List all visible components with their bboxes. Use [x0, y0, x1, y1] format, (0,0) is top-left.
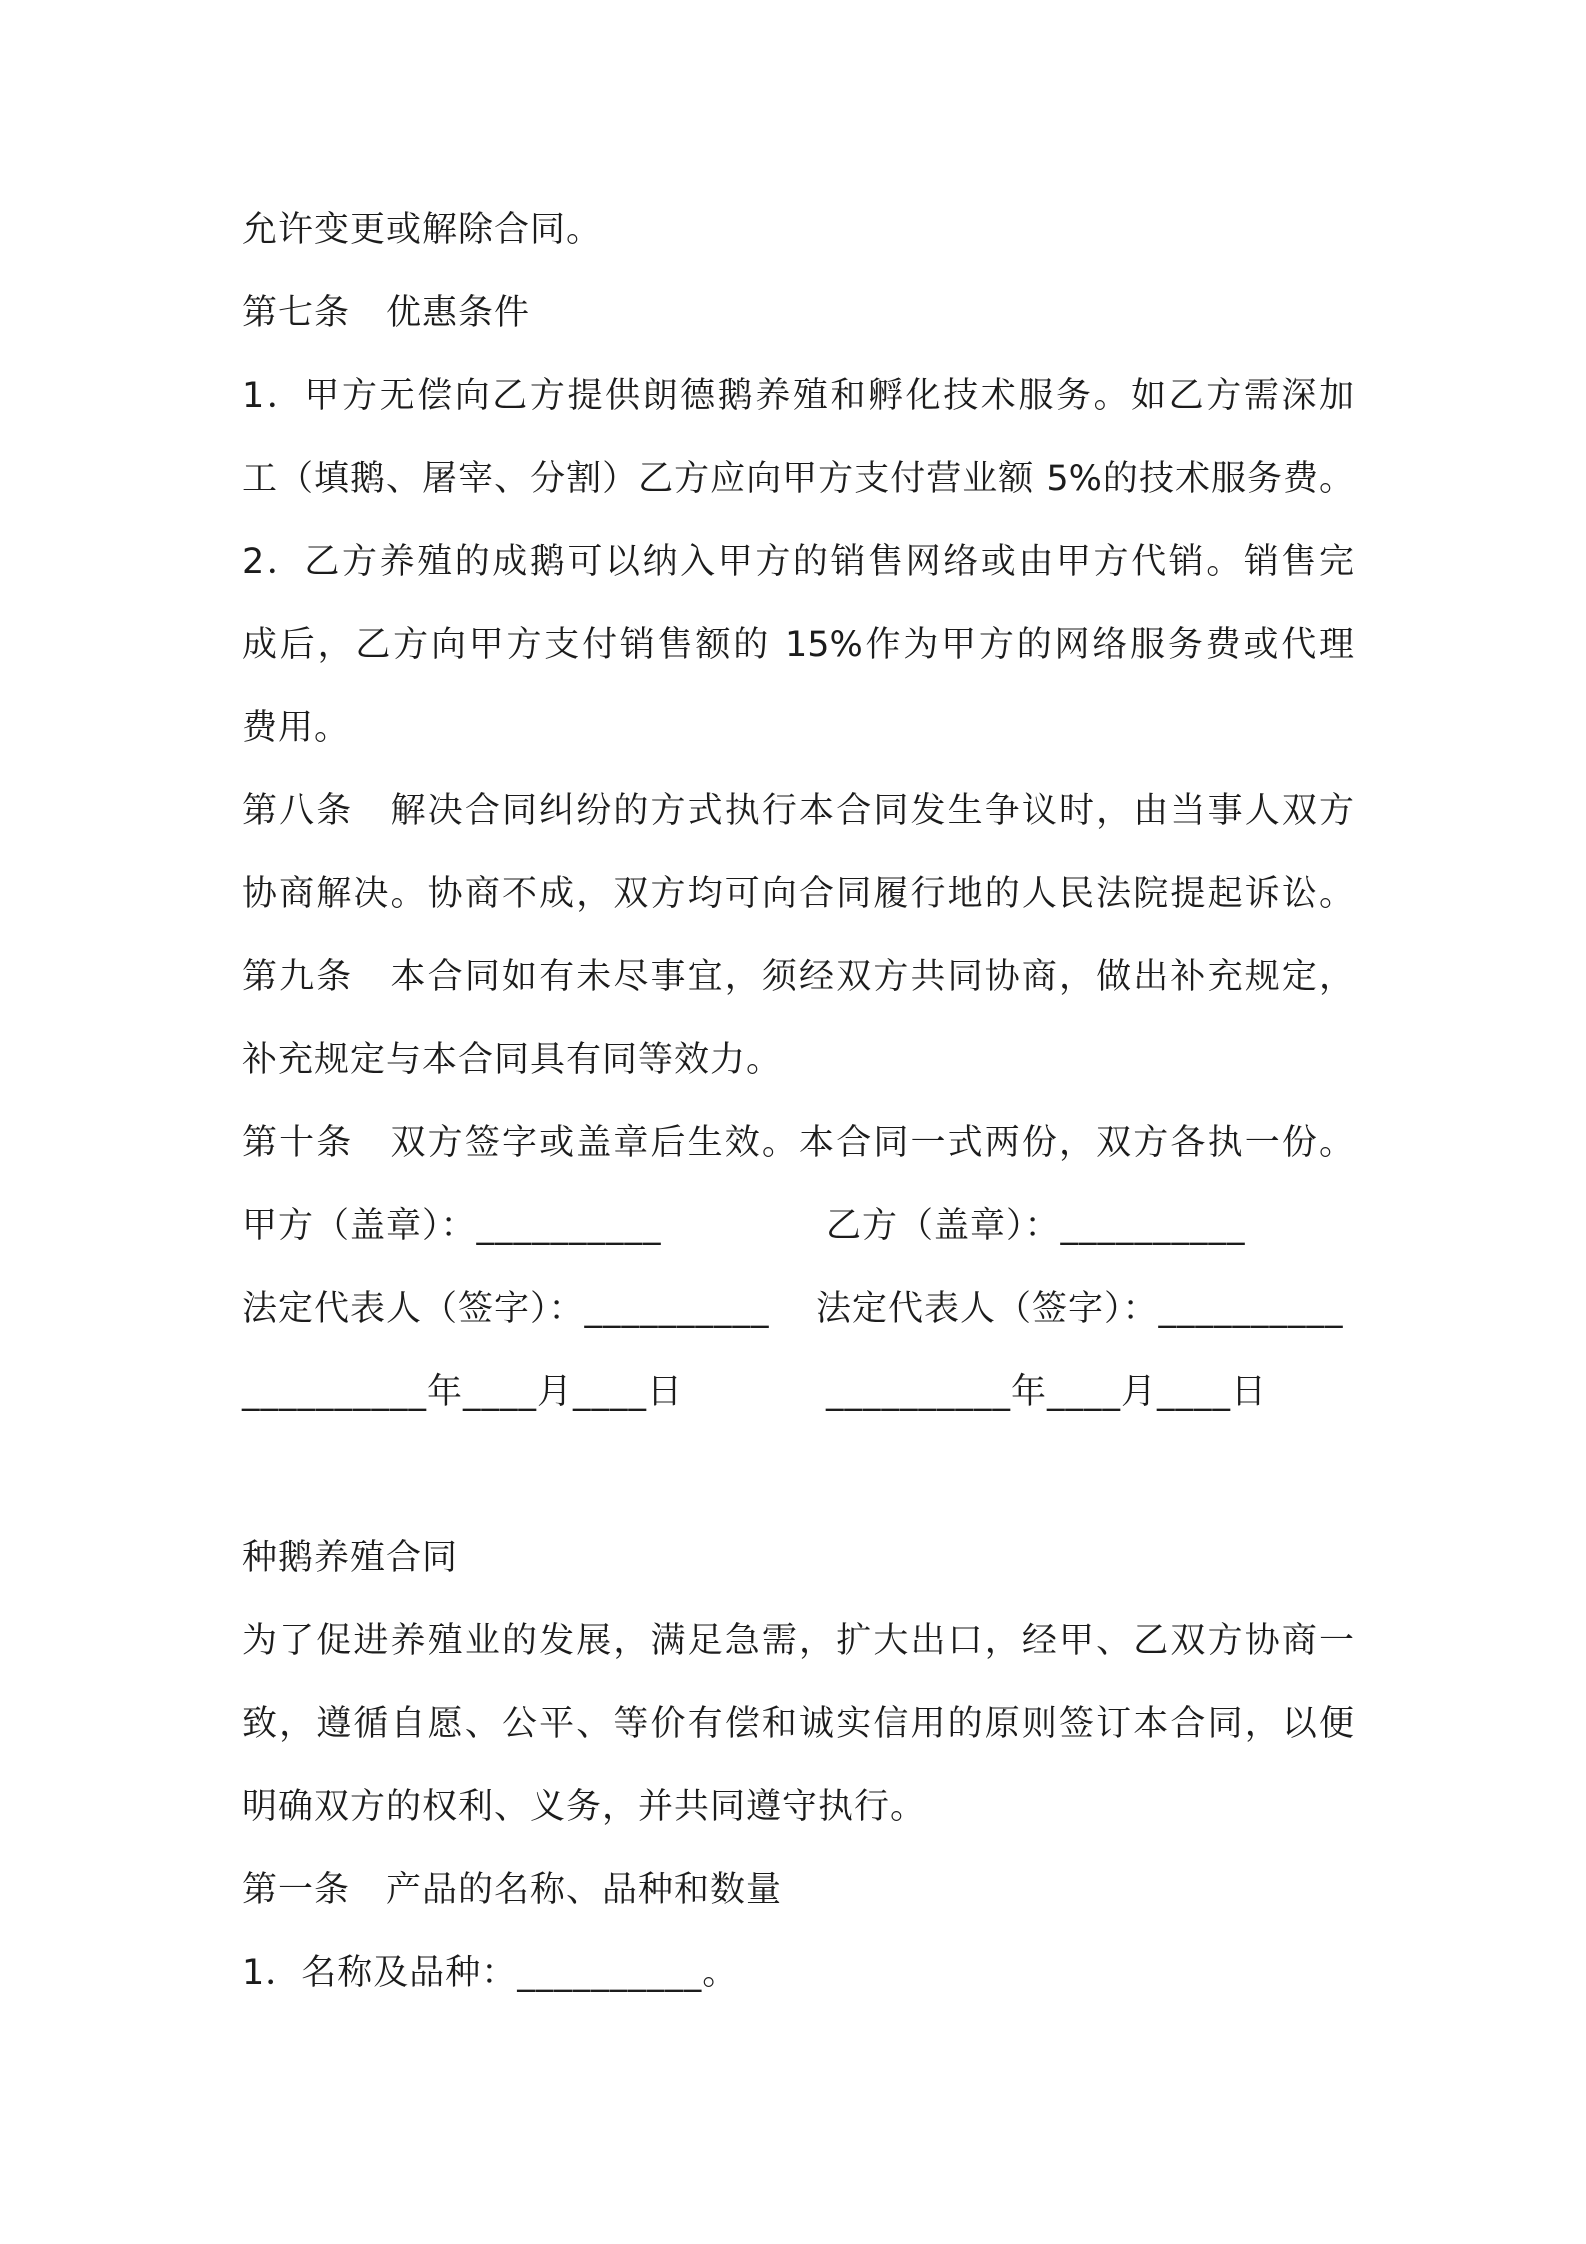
text-line: 明确双方的权利、义务，并共同遵守执行。	[242, 1787, 927, 1827]
text-line: 工（填鹅、屠宰、分割）乙方应向甲方支付营业额 5%的技术服务费。	[242, 459, 1354, 499]
document-title: 种鹅养殖合同	[242, 1538, 459, 1578]
text-line: 1．甲方无偿向乙方提供朗德鹅养殖和孵化技术服务。如乙方需深加	[242, 376, 1354, 416]
text-line: 第十条 双方签字或盖章后生效。本合同一式两份，双方各执一份。	[242, 1123, 1354, 1163]
party-b-rep-field: 法定代表人（签字）：__________	[816, 1289, 1344, 1329]
party-a-date-field: __________年____月____日	[242, 1372, 684, 1412]
text-line: 允许变更或解除合同。	[242, 210, 603, 250]
text-line: 协商解决。协商不成，双方均可向合同履行地的人民法院提起诉讼。	[242, 874, 1354, 914]
text-line: 为了促进养殖业的发展，满足急需，扩大出口，经甲、乙双方协商一	[242, 1621, 1354, 1661]
party-a-rep-field: 法定代表人（签字）：__________	[242, 1289, 770, 1329]
party-a-seal-field: 甲方（盖章）：__________	[242, 1206, 662, 1246]
text-line: 第九条 本合同如有未尽事宜，须经双方共同协商，做出补充规定，	[242, 957, 1354, 997]
text-line: 第八条 解决合同纠纷的方式执行本合同发生争议时，由当事人双方	[242, 791, 1354, 831]
text-line: 2．乙方养殖的成鹅可以纳入甲方的销售网络或由甲方代销。销售完	[242, 542, 1354, 582]
party-b-seal-field: 乙方（盖章）：__________	[826, 1206, 1246, 1246]
article-heading: 第七条 优惠条件	[242, 293, 531, 333]
text-line: 费用。	[242, 708, 351, 748]
text-line: 成后，乙方向甲方支付销售额的 15%作为甲方的网络服务费或代理	[242, 625, 1354, 665]
text-line: 补充规定与本合同具有同等效力。	[242, 1040, 783, 1080]
article-heading: 第一条 产品的名称、品种和数量	[242, 1870, 783, 1910]
party-b-date-field: __________年____月____日	[826, 1372, 1268, 1412]
text-line: 1．名称及品种：__________。	[242, 1953, 739, 1993]
text-line: 致，遵循自愿、公平、等价有偿和诚实信用的原则签订本合同，以便	[242, 1704, 1354, 1744]
